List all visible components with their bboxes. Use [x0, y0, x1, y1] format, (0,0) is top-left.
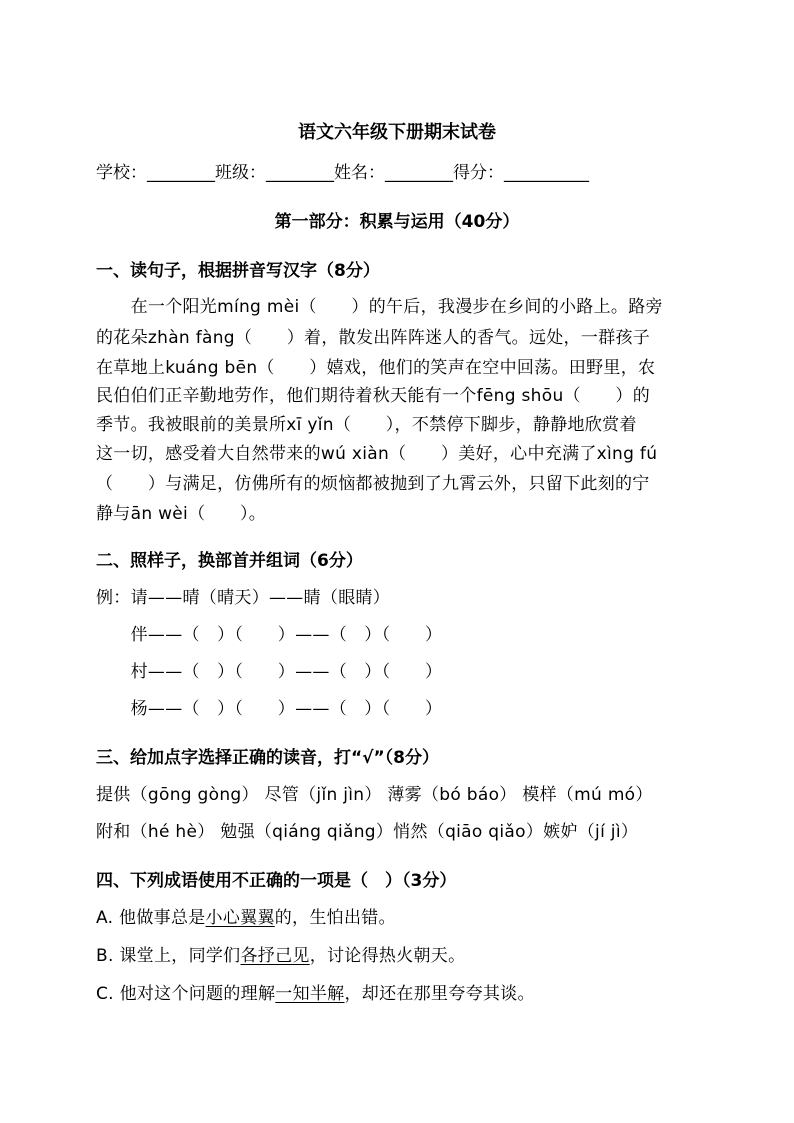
- q1-line: 这一切，感受着大自然带来的wú xiàn（ ）美好，心中充满了xìng fú: [96, 444, 658, 464]
- option-text: B. 课堂上，同学们: [96, 946, 241, 966]
- option-text: C. 他对这个问题的理解: [96, 984, 276, 1004]
- q1-line: 在草地上kuáng bēn（ ）嬉戏，他们的笑声在空中回荡。田野里，农: [96, 358, 656, 378]
- option-idiom: 小心翼翼: [205, 908, 275, 928]
- option-text: 的，生怕出错。: [274, 908, 396, 928]
- q3-line: 附和（hé hè） 勉强（qiáng qiǎng）悄然（qiāo qiǎo）嫉妒（jí jì）: [96, 822, 639, 842]
- student-info-line: 学校：________班级：________姓名：________得分：__________: [96, 163, 589, 183]
- q4-option-a: [96, 907, 396, 929]
- q2-heading: 二、照样子，换部首并组词（6分）: [96, 551, 363, 571]
- q2-row: 杨——（ ）（ ）——（ ）（ ）: [96, 699, 443, 719]
- q4-heading: 四、下列成语使用不正确的一项是（ ）（3分）: [96, 871, 457, 891]
- q1-heading: 一、读句子，根据拼音写汉字（8分）: [96, 261, 380, 281]
- option-text: ，讨论得热火朝天。: [309, 946, 466, 966]
- q3-heading: 三、给加点字选择正确的读音，打“√”（8分）: [96, 748, 440, 768]
- q1-line: 在一个阳光míng mèi（ ）的午后，我漫步在乡间的小路上。路旁: [96, 297, 663, 317]
- q1-line: 民伯伯们正辛勤地劳作，他们期待着秋天能有一个fēng shōu（ ）的: [96, 386, 651, 406]
- q1-line: （ ）与满足，仿佛所有的烦恼都被抛到了九霄云外，只留下此刻的宁: [96, 474, 650, 494]
- q2-row: 伴——（ ）（ ）——（ ）（ ）: [96, 625, 443, 645]
- q4-option-c: [96, 983, 535, 1005]
- q2-example: 例：请——晴（晴天）——睛（眼睛）: [96, 588, 391, 608]
- part1-title: 第一部分：积累与运用（40分）: [274, 212, 520, 232]
- q3-line: 提供（gōng gòng） 尽管（jǐn jìn） 薄雾（bó báo） 模样（mú mó）: [96, 785, 653, 805]
- q4-option-b: [96, 945, 465, 967]
- option-text: ，却还在那里夸夸其谈。: [344, 984, 535, 1004]
- q2-row: 村——（ ）（ ）——（ ）（ ）: [96, 662, 443, 682]
- option-idiom: 一知半解: [275, 984, 345, 1004]
- q1-line: 季节。我被眼前的美景所xī yǐn（ ），不禁停下脚步，静静地欣赏着: [96, 415, 637, 435]
- option-idiom: 各抒己见: [240, 946, 310, 966]
- q1-line: 静与ān wèi（ ）。: [96, 504, 267, 524]
- option-text: A. 他做事总是: [96, 908, 206, 928]
- q1-line: 的花朵zhàn fàng（ ）着，散发出阵阵迷人的香气。远处，一群孩子: [96, 328, 651, 348]
- page-title: 语文六年级下册期末试卷: [298, 122, 496, 143]
